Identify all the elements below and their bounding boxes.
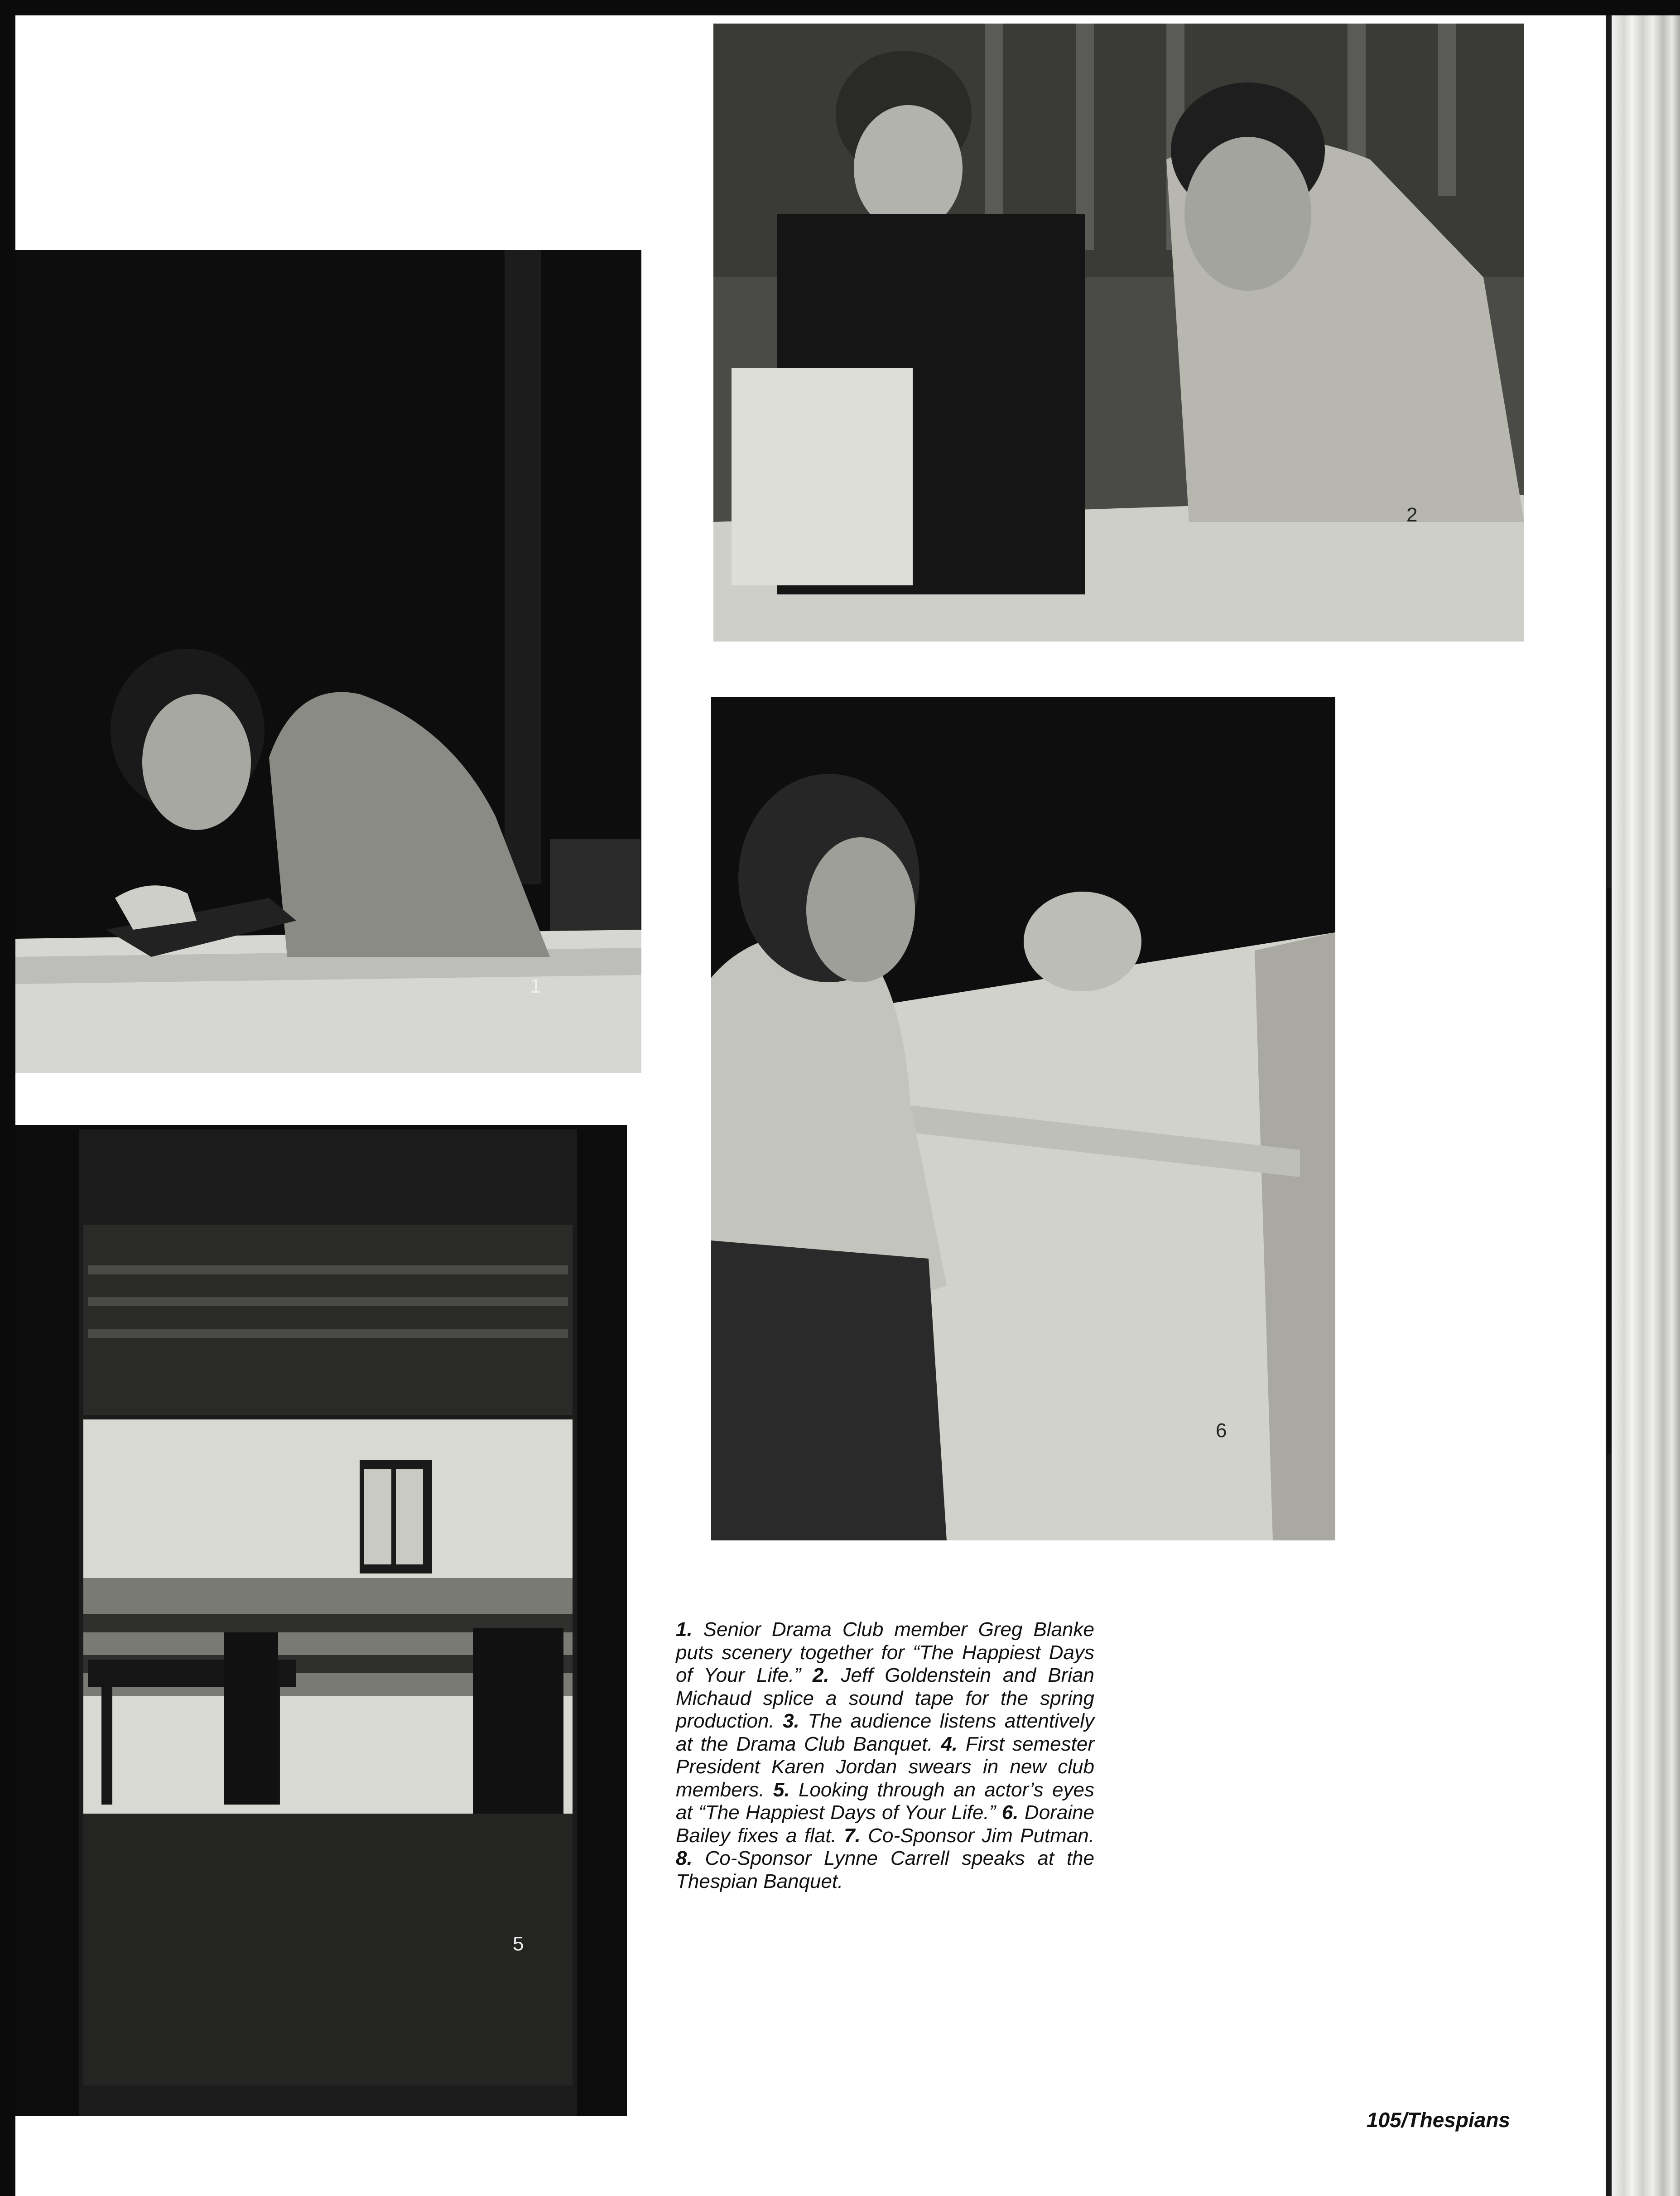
photo-6 <box>711 697 1335 1540</box>
photo-caption <box>676 1618 1094 1893</box>
photo-student-fixing-flat-icon <box>711 697 1335 1540</box>
caption-text: Doraine Bailey fixes a flat. <box>676 1801 1095 1847</box>
caption-text: The audience listens attentively at the Drama Club Banquet. <box>676 1710 1094 1755</box>
caption-text: Senior Drama Club member Greg Blanke puts scenery together for “The Happiest Days of Your Life.” <box>676 1618 1094 1686</box>
caption-text: Co-Sponsor Jim Putman. <box>860 1824 1094 1847</box>
photo-students-splicing-tape-icon <box>713 24 1524 642</box>
caption-number: 5. <box>773 1778 790 1801</box>
caption-number: 8. <box>676 1847 693 1869</box>
caption-number: 3. <box>783 1710 799 1732</box>
spine-mark <box>1607 888 1612 1454</box>
book-page-edges <box>1612 15 1680 2196</box>
photo-5 <box>15 1125 627 2116</box>
photo-student-building-scenery-icon <box>15 250 641 1073</box>
photo-number: 5 <box>513 1933 524 1955</box>
photo-number: 1 <box>530 975 541 997</box>
caption-text: First semester President Karen Jordan swears in new club members. <box>676 1733 1094 1801</box>
caption-number: 7. <box>844 1824 861 1847</box>
photo-auditorium-through-doorway-icon <box>15 1125 627 2116</box>
page-top-edge <box>0 0 1680 15</box>
caption-number: 1. <box>676 1618 693 1641</box>
photo-1 <box>15 250 641 1073</box>
caption-text: Jeff Goldenstein and Brian Michaud splice a sound tape for the spring production. <box>676 1664 1094 1732</box>
caption-text: Looking through an actor’s eyes at “The Happiest Days of Your Life.” <box>676 1778 1094 1824</box>
caption-text: Co-Sponsor Lynne Carrell speaks at the Thespian Banquet. <box>676 1847 1094 1892</box>
caption-number: 2. <box>812 1664 829 1686</box>
caption-number: 6. <box>1001 1801 1019 1824</box>
page-folio: 105/Thespians <box>1367 2108 1511 2132</box>
photo-number: 6 <box>1216 1419 1227 1442</box>
photo-2 <box>713 24 1524 642</box>
page-left-edge <box>0 0 15 2196</box>
caption-number: 4. <box>941 1733 958 1755</box>
photo-number: 2 <box>1406 504 1418 526</box>
